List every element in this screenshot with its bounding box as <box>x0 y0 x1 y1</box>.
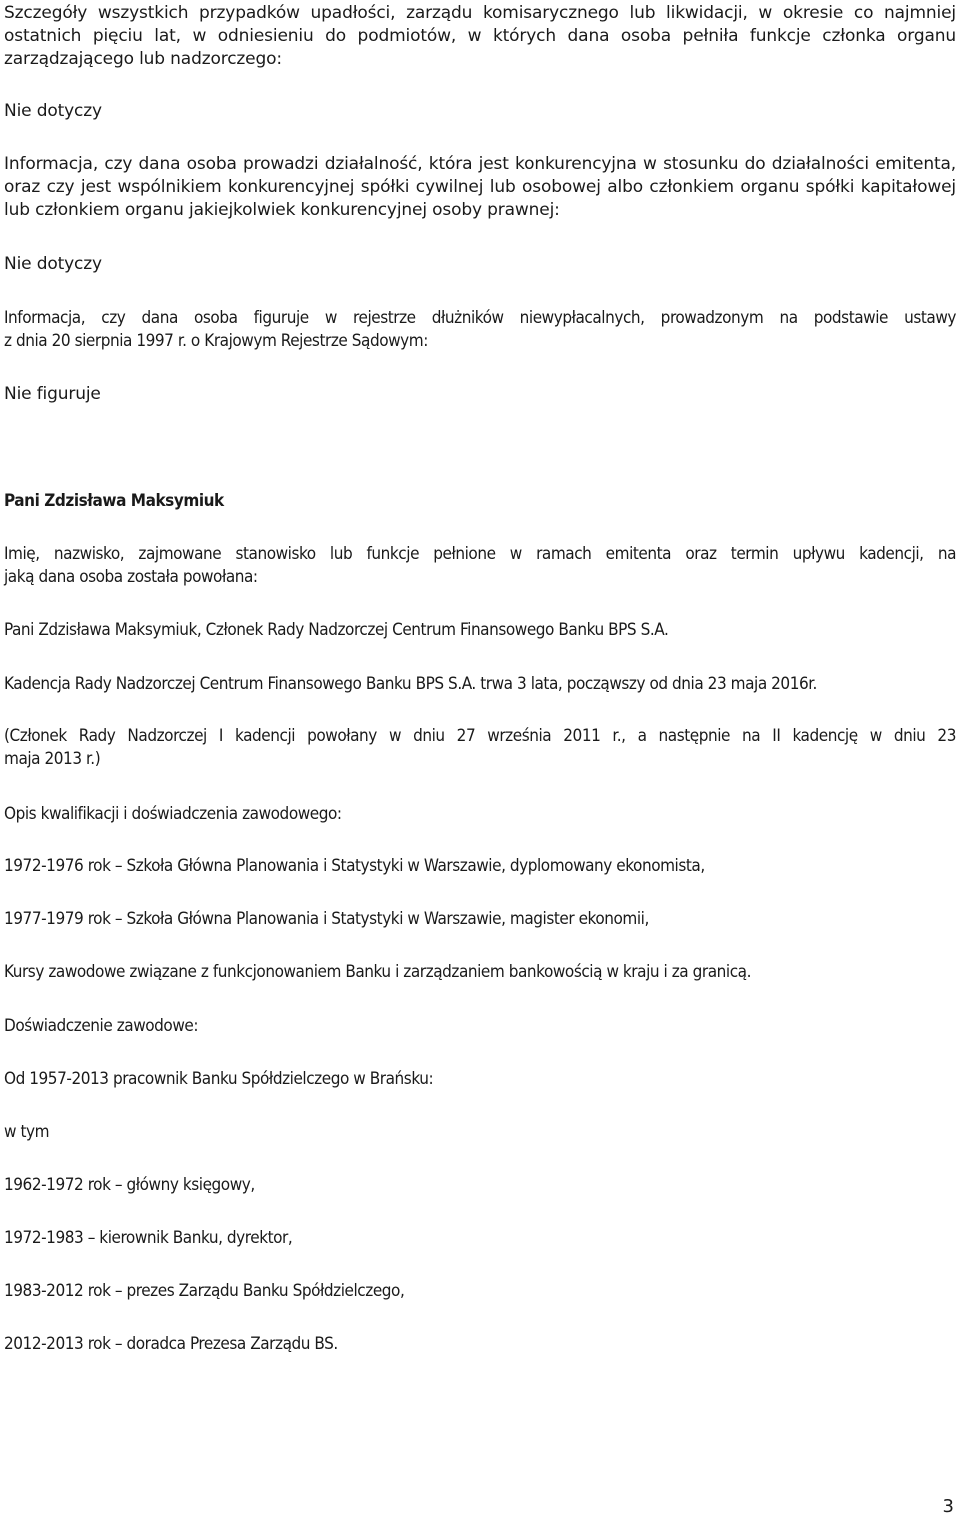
text-line: oraz czy jest wspólnikiem konkurencyjnej spółki cywilnej lub osobowej albo członkiem organu spółki kapitałowej <box>4 177 956 197</box>
text-line: maja 2013 r.) <box>4 749 101 769</box>
text-line: jaką dana osoba została powołana: <box>4 567 258 587</box>
text-line: (Członek Rady Nadzorczej I kadencji powołany w dniu 27 września 2011 r., a następnie na II kadencję w dniu 23 <box>4 726 956 746</box>
courses-item: Kursy zawodowe związane z funkcjonowaniem Banku i zarządzaniem bankowością w kraju i za granicą. <box>4 962 751 982</box>
experience-item: 1983-2012 rok – prezes Zarządu Banku Spółdzielczego, <box>4 1281 405 1301</box>
appointment-history <box>4 725 956 771</box>
text-line: z dnia 20 sierpnia 1997 r. o Krajowym Rejestrze Sądowym: <box>4 331 428 351</box>
position-question <box>4 543 956 589</box>
experience-heading: Doświadczenie zawodowe: <box>4 1016 199 1036</box>
text-line: zarządzającego lub nadzorczego: <box>4 49 282 69</box>
text-line: Imię, nazwisko, zajmowane stanowisko lub funkcje pełnione w ramach emitenta oraz termin upływu kadencji, na <box>4 544 956 564</box>
debtor-register-answer: Nie figuruje <box>4 384 101 404</box>
person-heading: Pani Zdzisława Maksymiuk <box>4 491 224 511</box>
experience-item: 2012-2013 rok – doradca Prezesa Zarządu BS. <box>4 1334 338 1354</box>
qualifications-heading: Opis kwalifikacji i doświadczenia zawodowego: <box>4 804 342 824</box>
experience-including: w tym <box>4 1122 50 1142</box>
experience-item: 1962-1972 rok – główny księgowy, <box>4 1175 255 1195</box>
term-info: Kadencja Rady Nadzorczej Centrum Finansowego Banku BPS S.A. trwa 3 lata, począwszy od dnia 23 maja 2016r. <box>4 674 817 694</box>
text-line: Szczegóły wszystkich przypadków upadłości, zarządu komisarycznego lub likwidacji, w okresie co najmniej <box>4 3 956 23</box>
education-item: 1972-1976 rok – Szkoła Główna Planowania i Statystyki w Warszawie, dyplomowany ekonomista, <box>4 856 705 876</box>
text-line: lub członkiem organu jakiejkolwiek konkurencyjnej osoby prawnej: <box>4 200 560 220</box>
text-line: ostatnich pięciu lat, w odniesieniu do podmiotów, w których dana osoba pełniła funkcje członka organu <box>4 26 956 46</box>
text-line: Informacja, czy dana osoba prowadzi działalność, która jest konkurencyjna w stosunku do działalności emitenta, <box>4 154 956 174</box>
bankruptcy-answer: Nie dotyczy <box>4 101 102 121</box>
bankruptcy-question <box>4 2 956 71</box>
text-line: Informacja, czy dana osoba figuruje w rejestrze dłużników niewypłacalnych, prowadzonym na podstawie ustawy <box>4 308 956 328</box>
competition-answer: Nie dotyczy <box>4 254 102 274</box>
experience-summary: Od 1957-2013 pracownik Banku Spółdzielczego w Brańsku: <box>4 1069 434 1089</box>
position-answer: Pani Zdzisława Maksymiuk, Członek Rady Nadzorczej Centrum Finansowego Banku BPS S.A. <box>4 620 669 640</box>
page-number: 3 <box>942 1496 954 1517</box>
competition-question <box>4 153 956 222</box>
experience-item: 1972-1983 – kierownik Banku, dyrektor, <box>4 1228 293 1248</box>
debtor-register-question <box>4 307 956 353</box>
education-item: 1977-1979 rok – Szkoła Główna Planowania i Statystyki w Warszawie, magister ekonomii, <box>4 909 649 929</box>
